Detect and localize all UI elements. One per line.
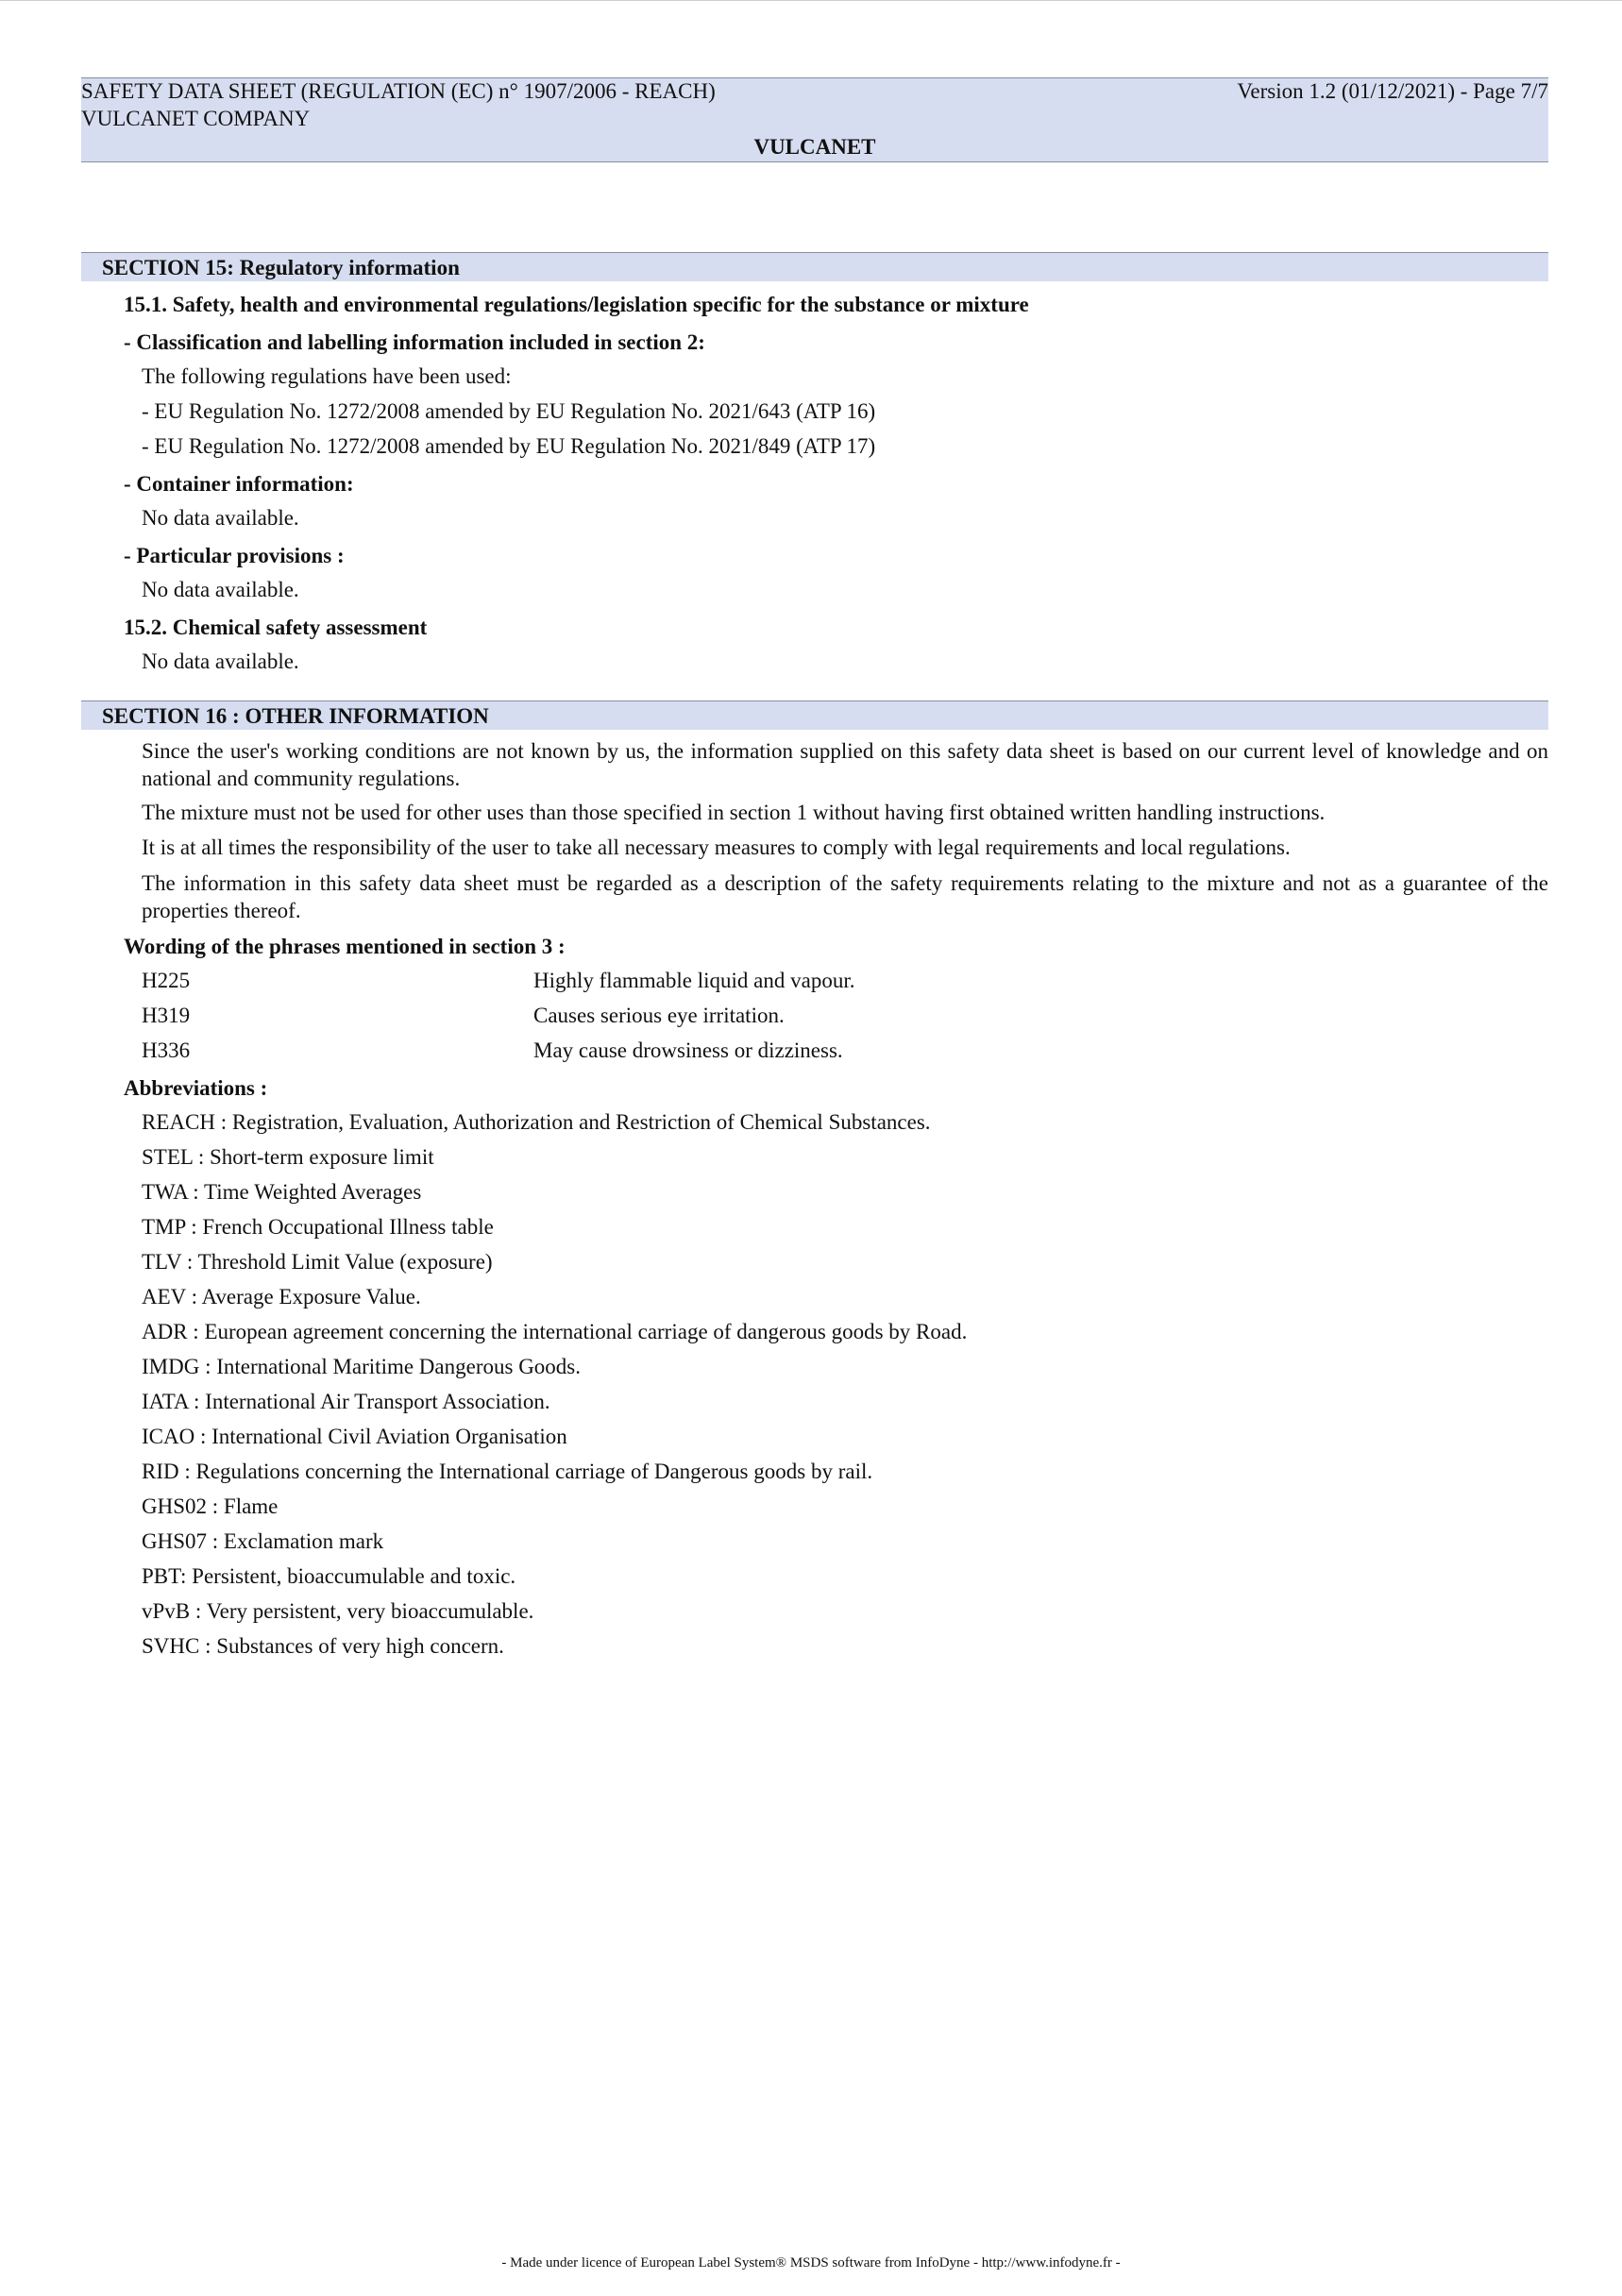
container-heading: - Container information: xyxy=(124,472,354,496)
other-info-paragraph: The information in this safety data sheet must be regarded as a description of the safety requirements relating to the mixture and not as a guarantee of the properties thereof. xyxy=(142,871,1548,922)
section-15-title: SECTION 15: Regulatory information xyxy=(81,252,1548,281)
abbreviation-item: IATA : International Air Transport Association. xyxy=(142,1390,550,1413)
header-company: VULCANET COMPANY xyxy=(81,107,311,130)
particular-provisions-heading: - Particular provisions : xyxy=(124,544,345,567)
abbreviation-item: ICAO : International Civil Aviation Organisation xyxy=(142,1425,567,1448)
header-product-name: VULCANET xyxy=(753,135,876,159)
header-version-page: Version 1.2 (01/12/2021) - Page 7/7 xyxy=(1237,79,1548,103)
phrase-code: H225 xyxy=(142,969,191,992)
other-info-paragraph: Since the user's working conditions are not known by us, the information supplied on this safety data sheet is based on our current level of knowledge and on national and community regulations. xyxy=(142,739,1548,790)
section-15-1-title: 15.1. Safety, health and environmental regulations/legislation specific for the substance or mixture xyxy=(124,293,1029,316)
header-document-type: SAFETY DATA SHEET (REGULATION (EC) n° 1907/2006 - REACH) xyxy=(81,79,716,103)
regulations-intro: The following regulations have been used: xyxy=(142,364,512,388)
section-15-2-text: No data available. xyxy=(142,650,299,673)
phrase-code: H319 xyxy=(142,1004,191,1027)
phrases-heading: Wording of the phrases mentioned in section 3 : xyxy=(124,935,566,958)
section-15-2-title: 15.2. Chemical safety assessment xyxy=(124,616,428,639)
regulation-item: - EU Regulation No. 1272/2008 amended by EU Regulation No. 2021/849 (ATP 17) xyxy=(142,434,876,458)
other-info-paragraph: The mixture must not be used for other uses than those specified in section 1 without having first obtained written handling instructions. xyxy=(142,801,1326,824)
particular-provisions-text: No data available. xyxy=(142,578,299,601)
abbreviation-item: TMP : French Occupational Illness table xyxy=(142,1215,494,1239)
abbreviations-heading: Abbreviations : xyxy=(124,1076,268,1100)
abbreviation-item: REACH : Registration, Evaluation, Authorization and Restriction of Chemical Substances. xyxy=(142,1110,931,1134)
phrase-text: Causes serious eye irritation. xyxy=(533,1004,785,1027)
footer-licence: - Made under licence of European Label System® MSDS software from InfoDyne - http://www.infodyne.fr - xyxy=(501,2255,1121,2271)
abbreviation-item: IMDG : International Maritime Dangerous Goods. xyxy=(142,1355,582,1378)
page-top-border xyxy=(0,0,1622,1)
abbreviation-item: AEV : Average Exposure Value. xyxy=(142,1285,421,1308)
phrase-code: H336 xyxy=(142,1038,191,1062)
abbreviation-item: STEL : Short-term exposure limit xyxy=(142,1145,434,1169)
abbreviation-item: SVHC : Substances of very high concern. xyxy=(142,1634,504,1658)
abbreviation-item: PBT: Persistent, bioaccumulable and toxic. xyxy=(142,1564,516,1588)
phrase-text: Highly flammable liquid and vapour. xyxy=(533,969,855,992)
classification-heading: - Classification and labelling information included in section 2: xyxy=(124,330,705,354)
abbreviation-item: GHS02 : Flame xyxy=(142,1494,279,1518)
other-info-paragraph: It is at all times the responsibility of the user to take all necessary measures to comply with legal requirements and local regulations. xyxy=(142,836,1291,859)
abbreviation-item: vPvB : Very persistent, very bioaccumulable. xyxy=(142,1599,534,1623)
abbreviation-item: TLV : Threshold Limit Value (exposure) xyxy=(142,1250,493,1274)
document-header xyxy=(81,77,1548,162)
abbreviation-item: ADR : European agreement concerning the international carriage of dangerous goods by Road. xyxy=(142,1320,968,1343)
regulation-item: - EU Regulation No. 1272/2008 amended by EU Regulation No. 2021/643 (ATP 16) xyxy=(142,399,876,423)
abbreviation-item: TWA : Time Weighted Averages xyxy=(142,1180,422,1204)
container-text: No data available. xyxy=(142,506,299,530)
phrase-text: May cause drowsiness or dizziness. xyxy=(533,1038,843,1062)
abbreviation-item: GHS07 : Exclamation mark xyxy=(142,1529,384,1553)
section-16-title: SECTION 16 : OTHER INFORMATION xyxy=(81,701,1548,730)
abbreviation-item: RID : Regulations concerning the International carriage of Dangerous goods by rail. xyxy=(142,1460,873,1483)
